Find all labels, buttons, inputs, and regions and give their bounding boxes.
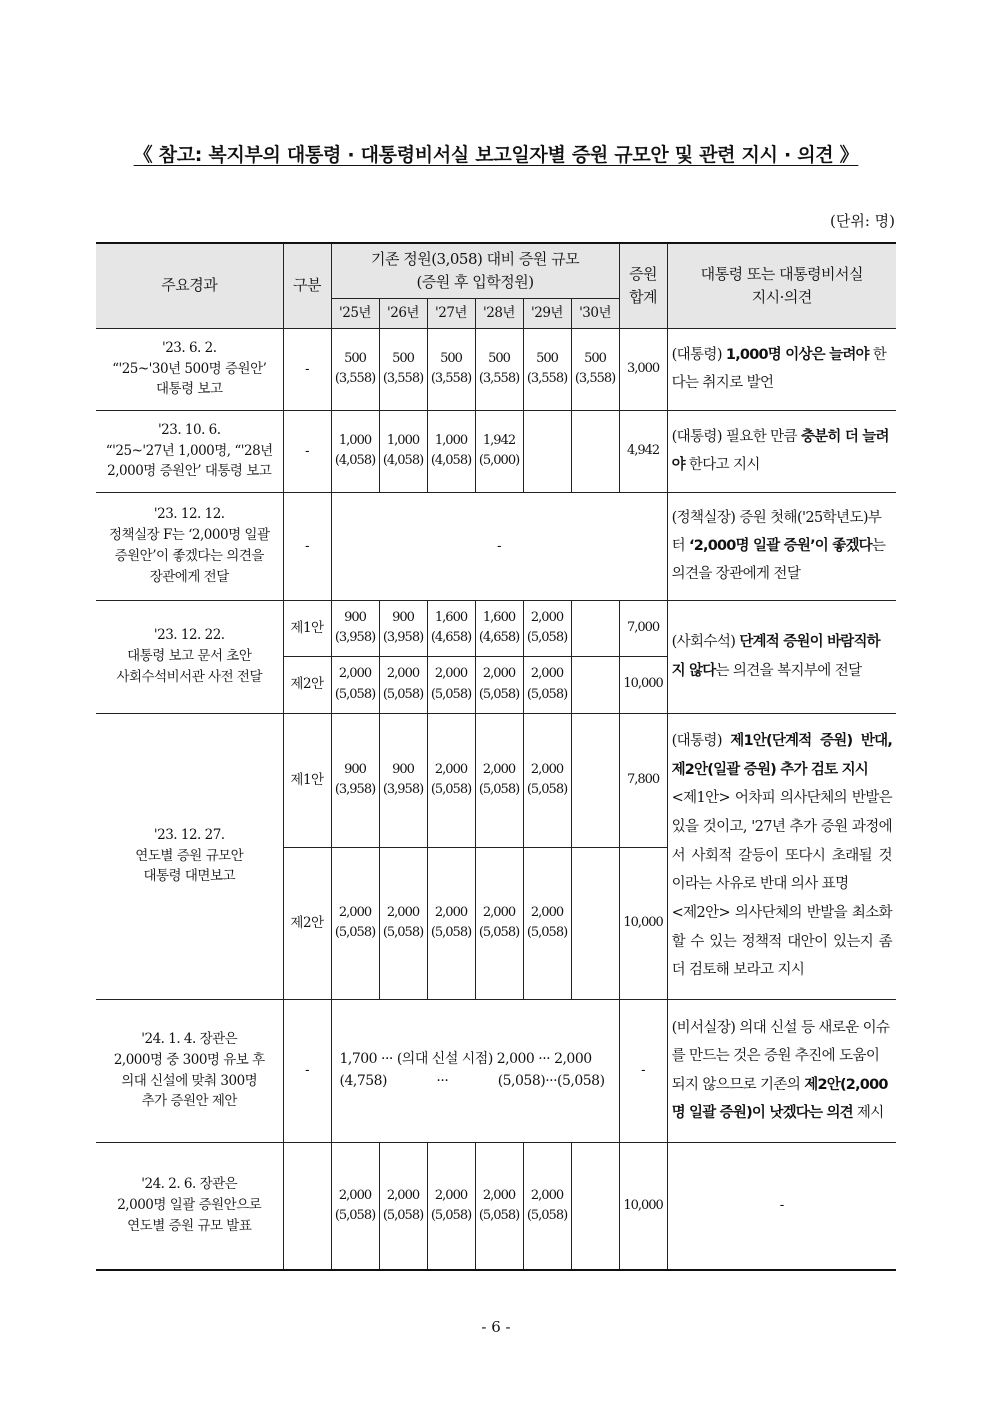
type-cell: - <box>283 492 331 600</box>
value-cell: 1,000 (4,058) <box>427 410 475 492</box>
sum-cell: 10,000 <box>619 1142 667 1270</box>
value-cell: 500 (3,558) <box>523 328 571 410</box>
event-cell: '24. 1. 4. 장관은 2,000명 중 300명 유보 후 의대 신설에 맞춰 300명 추가 증원안 제안 <box>96 999 283 1142</box>
value-cell: 900 (3,958) <box>331 600 379 656</box>
sum-cell: 4,942 <box>619 410 667 492</box>
value-cell: 1,000 (4,058) <box>331 410 379 492</box>
year-col: '29년 <box>523 298 571 328</box>
year-col: '30년 <box>571 298 619 328</box>
type-cell: - <box>283 328 331 410</box>
sum-cell: 7,000 <box>619 600 667 656</box>
value-cell: 2,000 (5,058) <box>475 1142 523 1270</box>
table-row <box>96 999 896 1142</box>
type-cell <box>283 1142 331 1270</box>
value-cell <box>571 410 619 492</box>
note-cell: (정책실장) 증원 첫해('25학년도)부터 ‘2,000명 일괄 증원’이 좋겠다는 의견을 장관에게 전달 <box>667 492 896 600</box>
value-cell: 2,000 (5,058) <box>331 847 379 999</box>
header-type: 구분 <box>283 243 331 328</box>
event-cell: '23. 12. 12. 정책실장 F는 ‘2,000명 일괄 증원안’이 좋겠다는 의견을 장관에게 전달 <box>96 492 283 600</box>
note-cell: - <box>667 1142 896 1270</box>
type-cell: 제1안 <box>283 600 331 656</box>
value-cell: 900 (3,958) <box>331 713 379 847</box>
merged-value-cell: 1,700 ··· (의대 신설 시점) 2,000 ··· 2,000 (4,758) ··· (5,058)···(5,058) <box>331 999 619 1142</box>
table-row <box>96 328 896 410</box>
year-col: '26년 <box>379 298 427 328</box>
table-row <box>96 410 896 492</box>
note-cell: (대통령) 1,000명 이상은 늘려야 한다는 취지로 발언 <box>667 328 896 410</box>
value-cell: 900 (3,958) <box>379 600 427 656</box>
value-cell: 2,000 (5,058) <box>523 713 571 847</box>
note-cell: (대통령) 필요한 만큼 충분히 더 늘려야 한다고 지시 <box>667 410 896 492</box>
header-total: 증원 합계 <box>619 243 667 328</box>
value-cell <box>571 847 619 999</box>
sum-cell: 10,000 <box>619 847 667 999</box>
note-cell: (비서실장) 의대 신설 등 새로운 이슈를 만드는 것은 증원 추진에 도움이 되지 않으므로 기존의 제2안(2,000명 일괄 증원)이 낫겠다는 의견 제시 <box>667 999 896 1142</box>
table-row <box>96 713 896 847</box>
value-cell: 2,000 (5,058) <box>427 656 475 713</box>
value-cell: 500 (3,558) <box>331 328 379 410</box>
year-col: '25년 <box>331 298 379 328</box>
value-cell: 2,000 (5,058) <box>379 656 427 713</box>
value-cell: 2,000 (5,058) <box>427 1142 475 1270</box>
event-cell: '23. 12. 27. 연도별 증원 규모안 대통령 대면보고 <box>96 713 283 999</box>
value-cell: 2,000 (5,058) <box>427 847 475 999</box>
sum-cell: 3,000 <box>619 328 667 410</box>
value-cell: 2,000 (5,058) <box>523 656 571 713</box>
value-cell <box>571 1142 619 1270</box>
value-cell <box>571 656 619 713</box>
value-cell: 2,000 (5,058) <box>475 713 523 847</box>
page-number: - 6 - <box>481 1318 511 1336</box>
value-cell: 2,000 (5,058) <box>379 847 427 999</box>
value-cell: 2,000 (5,058) <box>427 713 475 847</box>
header-scale: 기존 정원(3,058) 대비 증원 규모 (증원 후 입학정원) <box>331 243 619 298</box>
sum-cell: 7,800 <box>619 713 667 847</box>
value-cell: 1,600 (4,658) <box>427 600 475 656</box>
page-title: 《 참고: 복지부의 대통령 · 대통령비서실 보고일자별 증원 규모안 및 관련 지시 · 의견 》 <box>133 144 859 166</box>
header-note: 대통령 또는 대통령비서실 지시·의견 <box>667 243 896 328</box>
value-cell: 2,000 (5,058) <box>331 1142 379 1270</box>
year-col: '28년 <box>475 298 523 328</box>
note-cell: (사회수석) 단계적 증원이 바람직하지 않다는 의견을 복지부에 전달 <box>667 600 896 713</box>
table-row <box>96 492 896 600</box>
type-cell: - <box>283 410 331 492</box>
value-cell <box>571 600 619 656</box>
value-cell: 500 (3,558) <box>571 328 619 410</box>
increase-table <box>96 242 896 1271</box>
value-cell: 2,000 (5,058) <box>475 847 523 999</box>
value-cell: 2,000 (5,058) <box>475 656 523 713</box>
type-cell: 제1안 <box>283 713 331 847</box>
value-cell <box>523 410 571 492</box>
event-cell: '23. 10. 6. “'25~'27년 1,000명, “'28년 2,000명 증원안’ 대통령 보고 <box>96 410 283 492</box>
event-cell: '24. 2. 6. 장관은 2,000명 일괄 증원안으로 연도별 증원 규모 발표 <box>96 1142 283 1270</box>
event-cell: '23. 12. 22. 대통령 보고 문서 초안 사회수석비서관 사전 전달 <box>96 600 283 713</box>
note-cell: (대통령) 제1안(단계적 증원) 반대, 제2안(일괄 증원) 추가 검토 지시 <제1안> 어차피 의사단체의 반발은 있을 것이고, '27년 추가 증원 과정에서 사회적 갈등이 또다시 초래될 것이라는 사유로 반대 의사 표명 <제2안> 의사단체의 반발을 최소화할 수 있는 정책적 대안이 있는지 좀 더 검토해 보라고 지시 <box>667 713 896 999</box>
value-cell: 1,000 (4,058) <box>379 410 427 492</box>
value-cell <box>571 713 619 847</box>
value-cell: 1,942 (5,000) <box>475 410 523 492</box>
value-cell: 2,000 (5,058) <box>379 1142 427 1270</box>
sum-cell: 10,000 <box>619 656 667 713</box>
value-cell: 1,600 (4,658) <box>475 600 523 656</box>
sum-cell: - <box>619 999 667 1142</box>
value-cell: 500 (3,558) <box>475 328 523 410</box>
year-col: '27년 <box>427 298 475 328</box>
value-cell: 500 (3,558) <box>379 328 427 410</box>
value-cell: 2,000 (5,058) <box>523 600 571 656</box>
table-row <box>96 1142 896 1270</box>
value-cell: 2,000 (5,058) <box>523 847 571 999</box>
unit-label: (단위: 명) <box>830 212 895 230</box>
value-cell: 500 (3,558) <box>427 328 475 410</box>
value-cell: 2,000 (5,058) <box>523 1142 571 1270</box>
type-cell: - <box>283 999 331 1142</box>
event-cell: '23. 6. 2. “'25~'30년 500명 증원안’ 대통령 보고 <box>96 328 283 410</box>
value-cell: 900 (3,958) <box>379 713 427 847</box>
value-cell: 2,000 (5,058) <box>331 656 379 713</box>
header-main: 주요경과 <box>96 243 283 328</box>
table-row <box>96 600 896 656</box>
type-cell: 제2안 <box>283 656 331 713</box>
merged-value-cell: - <box>331 492 667 600</box>
type-cell: 제2안 <box>283 847 331 999</box>
